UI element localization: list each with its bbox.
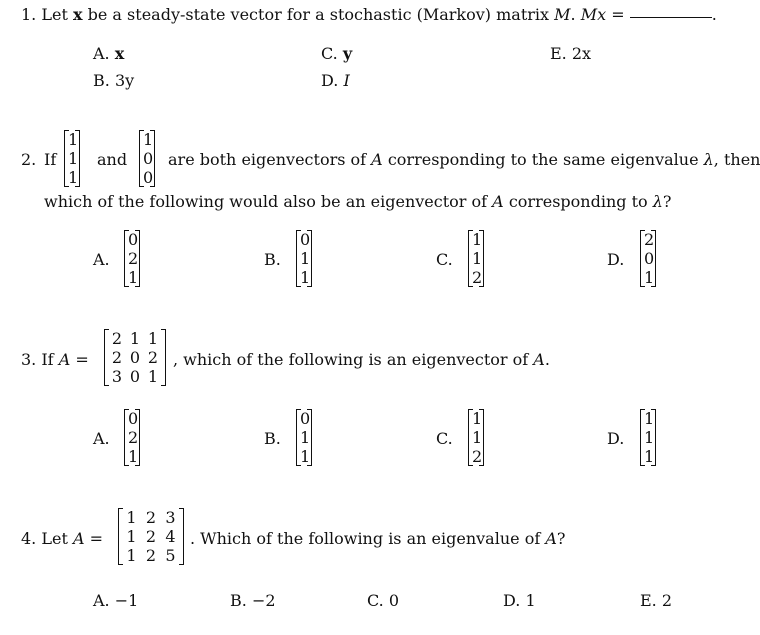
question-2-stem-line2: which of the following would also be an eigenvector of A corresponding to λ? <box>44 192 672 211</box>
question-4-stem: . Which of the following is an eigenvalue of A? <box>190 529 566 548</box>
choice-d: D. I <box>321 71 350 90</box>
matrix-a: 2 1 1 2 0 2 3 0 1 <box>104 329 166 386</box>
q3-choice-d-label: D. <box>607 429 625 448</box>
choice-c: C. y <box>321 44 353 63</box>
question-number: 4. <box>21 529 37 548</box>
q4-choice-b: B. −2 <box>230 591 276 610</box>
q2-choice-b-label: B. <box>264 250 281 269</box>
q3-choice-a-label: A. <box>93 429 110 448</box>
q2-choice-a-vector: 0 2 1 <box>124 230 140 287</box>
answer-blank <box>630 17 712 18</box>
q2-choice-d-vector: 2 0 1 <box>640 230 656 287</box>
q3-choice-b-label: B. <box>264 429 281 448</box>
choice-e: E. 2x <box>550 44 592 63</box>
question-number: 1. <box>21 5 37 24</box>
question-number-2: 2. <box>21 150 37 169</box>
q4-choice-d: D. 1 <box>503 591 536 610</box>
question-3-lead: 3. If A = <box>21 350 89 369</box>
q3-choice-d-vector: 1 1 1 <box>640 409 656 466</box>
vector-1: 1 1 1 <box>64 130 80 187</box>
choice-b: B. 3y <box>93 71 135 90</box>
question-3-stem: , which of the following is an eigenvector of A. <box>173 350 550 369</box>
matrix-a: 1 2 3 1 2 4 1 2 5 <box>118 508 184 565</box>
q4-choice-c: C. 0 <box>367 591 400 610</box>
choice-a: A. x <box>93 44 125 63</box>
q3-choice-a-vector: 0 2 1 <box>124 409 140 466</box>
vector-2: 1 0 0 <box>139 130 155 187</box>
question-number: 3. <box>21 350 37 369</box>
q3-choice-c-label: C. <box>436 429 453 448</box>
question-2-stem-line1: are both eigenvectors of A corresponding to the same eigenvalue λ, then <box>168 150 760 169</box>
q3-choice-b-vector: 0 1 1 <box>296 409 312 466</box>
q2-choice-d-label: D. <box>607 250 625 269</box>
question-4-lead: 4. Let A = <box>21 529 104 548</box>
q3-choice-c-vector: 1 1 2 <box>468 409 484 466</box>
q2-choice-c-label: C. <box>436 250 453 269</box>
q2-choice-c-vector: 1 1 2 <box>468 230 484 287</box>
question-1-stem: 1. Let x be a steady-state vector for a stochastic (Markov) matrix M. Mx = . <box>21 5 717 24</box>
q2-choice-b-vector: 0 1 1 <box>296 230 312 287</box>
q4-choice-a: A. −1 <box>93 591 139 610</box>
q2-choice-a-label: A. <box>93 250 110 269</box>
q4-choice-e: E. 2 <box>640 591 673 610</box>
